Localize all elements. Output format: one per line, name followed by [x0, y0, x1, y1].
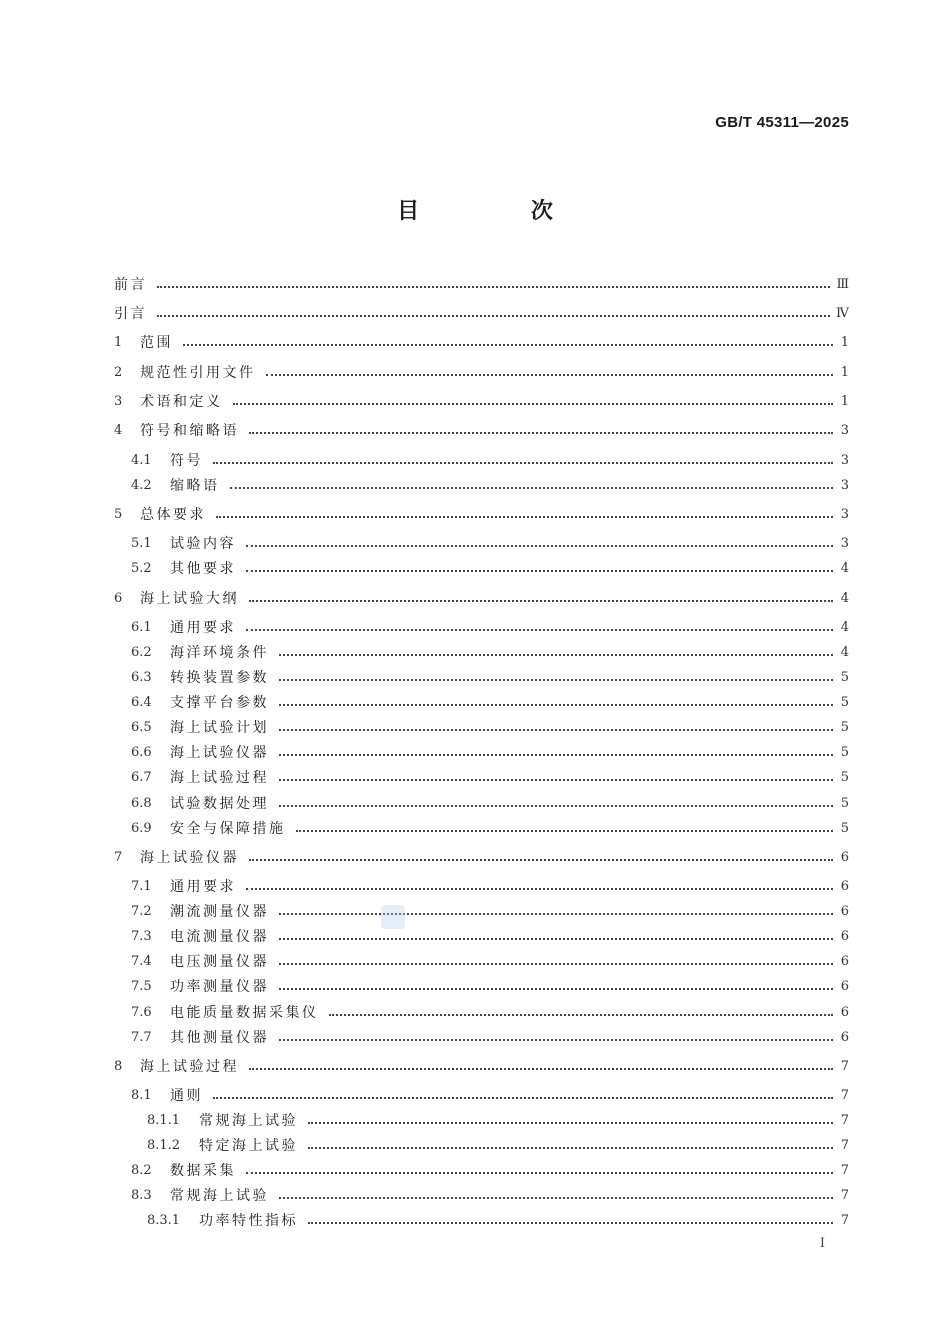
- toc-entry-label: 前言: [114, 277, 147, 293]
- toc-leader-dots: [157, 285, 830, 288]
- toc-leader-dots: [279, 753, 833, 756]
- toc-entry-number: 6.4: [131, 694, 152, 710]
- toc-entry-label: 缩略语: [170, 478, 220, 494]
- toc-entry-page: 6: [840, 978, 849, 994]
- toc-entry-page: 7: [840, 1112, 849, 1128]
- toc-entry-page: 6: [840, 878, 849, 894]
- toc-entry-number: 7.6: [131, 1004, 152, 1020]
- toc-entry-page: Ⅳ: [836, 305, 849, 321]
- toc-entry[interactable]: [114, 900, 849, 922]
- toc-entry[interactable]: [114, 503, 849, 525]
- toc-entry-label: 功率特性指标: [199, 1213, 298, 1229]
- toc-entry-label: 电压测量仪器: [170, 954, 269, 970]
- toc-entry-label: 常规海上试验: [199, 1113, 298, 1129]
- toc-entry-label: 海上试验过程: [170, 770, 269, 786]
- toc-entry[interactable]: [114, 419, 849, 441]
- toc-leader-dots: [233, 402, 834, 405]
- toc-entry-number: 8.1: [131, 1087, 152, 1103]
- toc-leader-dots: [246, 887, 833, 890]
- toc-entry-label: 海上试验大纲: [140, 591, 239, 607]
- toc-entry-number: 3: [114, 393, 123, 409]
- toc-entry-page: 3: [840, 422, 849, 438]
- toc-leader-dots: [266, 373, 834, 376]
- toc-entry[interactable]: [114, 817, 849, 839]
- page-title: 目 次: [397, 199, 605, 224]
- toc-entry-number: 7.2: [131, 903, 152, 919]
- toc-entry-page: Ⅲ: [836, 276, 849, 292]
- toc-leader-dots: [296, 829, 834, 832]
- toc-entry-number: 7: [114, 849, 123, 865]
- toc-entry[interactable]: [114, 1084, 849, 1106]
- toc-entry-page: 5: [840, 694, 849, 710]
- toc-entry-number: 6.9: [131, 820, 152, 836]
- toc-entry[interactable]: [114, 875, 849, 897]
- toc-entry[interactable]: [114, 766, 849, 788]
- toc-entry-label: 通则: [170, 1088, 203, 1104]
- toc-entry[interactable]: [114, 1026, 849, 1048]
- toc-entry-number: 4: [114, 422, 123, 438]
- toc-entry[interactable]: [114, 1055, 849, 1077]
- toc-entry-number: 8.1.2: [147, 1137, 181, 1153]
- toc-entry-page: 4: [840, 619, 849, 635]
- toc-entry-page: 1: [840, 364, 849, 380]
- toc-entry-number: 1: [114, 334, 123, 350]
- toc-leader-dots: [279, 653, 833, 656]
- toc-leader-dots: [230, 486, 834, 489]
- toc-entry-number: 6.2: [131, 644, 152, 660]
- toc-leader-dots: [157, 314, 830, 317]
- toc-entry-label: 海上试验计划: [170, 720, 269, 736]
- toc-entry-page: 6: [840, 1029, 849, 1045]
- toc-entry-number: 8.1.1: [147, 1112, 181, 1128]
- footer-page-number: I: [819, 1236, 825, 1251]
- toc-leader-dots: [308, 1221, 833, 1224]
- toc-entry-page: 1: [840, 393, 849, 409]
- toc-entry-number: 6.5: [131, 719, 152, 735]
- toc-entry-page: 5: [840, 669, 849, 685]
- toc-leader-dots: [279, 937, 833, 940]
- toc-entry-number: 7.7: [131, 1029, 152, 1045]
- toc-entry[interactable]: [114, 1134, 849, 1156]
- toc-entry-page: 3: [840, 452, 849, 468]
- toc-entry[interactable]: [114, 792, 849, 814]
- toc-entry-page: 5: [840, 795, 849, 811]
- toc-entry-page: 7: [840, 1187, 849, 1203]
- toc-leader-dots: [279, 804, 833, 807]
- toc-entry-number: 6.6: [131, 744, 152, 760]
- toc-leader-dots: [246, 1171, 833, 1174]
- toc-entry-number: 6.8: [131, 795, 152, 811]
- toc-entry[interactable]: [114, 1209, 849, 1231]
- toc-entry[interactable]: [114, 1159, 849, 1181]
- toc-entry-number: 7.1: [131, 878, 152, 894]
- toc-entry[interactable]: [114, 449, 849, 471]
- toc-entry-page: 6: [840, 1004, 849, 1020]
- standard-code: GB/T 45311—2025: [715, 114, 849, 131]
- toc-entry-label: 总体要求: [140, 507, 206, 523]
- toc-entry[interactable]: [114, 331, 849, 353]
- toc-entry-number: 6.1: [131, 619, 152, 635]
- toc-entry[interactable]: [114, 1109, 849, 1131]
- toc-entry-label: 数据采集: [170, 1163, 236, 1179]
- toc-entry-page: 1: [840, 334, 849, 350]
- toc-leader-dots: [249, 599, 833, 602]
- toc-entry-label: 范围: [140, 335, 173, 351]
- toc-entry-page: 5: [840, 744, 849, 760]
- toc-entry-label: 规范性引用文件: [140, 365, 256, 381]
- toc-leader-dots: [279, 912, 833, 915]
- toc-entry[interactable]: [114, 557, 849, 579]
- toc-entry-label: 常规海上试验: [170, 1188, 269, 1204]
- toc-leader-dots: [183, 343, 833, 346]
- toc-leader-dots: [279, 1196, 833, 1199]
- toc-entry-page: 4: [840, 560, 849, 576]
- toc-entry-label: 符号和缩略语: [140, 423, 239, 439]
- toc-entry-page: 6: [840, 903, 849, 919]
- toc-entry-page: 7: [840, 1087, 849, 1103]
- toc-leader-dots: [216, 515, 833, 518]
- toc-leader-dots: [246, 544, 833, 547]
- toc-entry[interactable]: [114, 975, 849, 997]
- toc-entry-page: 6: [840, 953, 849, 969]
- toc-entry-number: 4.1: [131, 452, 152, 468]
- toc-entry[interactable]: [114, 390, 849, 412]
- toc-entry-page: 5: [840, 719, 849, 735]
- toc-leader-dots: [246, 628, 833, 631]
- toc-entry[interactable]: [114, 641, 849, 663]
- toc-entry-number: 7.3: [131, 928, 152, 944]
- toc-leader-dots: [249, 431, 833, 434]
- toc-entry-page: 6: [840, 849, 849, 865]
- toc-leader-dots: [279, 678, 833, 681]
- toc-entry-label: 海洋环境条件: [170, 645, 269, 661]
- toc-entry-page: 7: [840, 1212, 849, 1228]
- toc-entry[interactable]: [114, 474, 849, 496]
- toc-entry-label: 功率测量仪器: [170, 979, 269, 995]
- toc-entry-number: 6.7: [131, 769, 152, 785]
- toc-entry-number: 5.2: [131, 560, 152, 576]
- toc-entry-page: 3: [840, 506, 849, 522]
- toc-entry-label: 潮流测量仪器: [170, 904, 269, 920]
- toc-entry-label: 其他要求: [170, 561, 236, 577]
- toc-entry-page: 7: [840, 1137, 849, 1153]
- toc-entry-label: 通用要求: [170, 620, 236, 636]
- selection-highlight: [381, 905, 405, 929]
- toc-entry-label: 海上试验仪器: [140, 850, 239, 866]
- toc-entry[interactable]: [114, 691, 849, 713]
- toc-entry[interactable]: [114, 925, 849, 947]
- toc-entry-page: 7: [840, 1058, 849, 1074]
- toc-leader-dots: [279, 728, 833, 731]
- toc-entry[interactable]: [114, 273, 849, 295]
- toc-leader-dots: [279, 703, 833, 706]
- toc-leader-dots: [279, 778, 833, 781]
- toc-entry-label: 符号: [170, 453, 203, 469]
- toc-entry[interactable]: [114, 741, 849, 763]
- toc-leader-dots: [213, 1096, 833, 1099]
- toc-entry-label: 海上试验仪器: [170, 745, 269, 761]
- toc-entry-page: 5: [840, 820, 849, 836]
- toc-entry-label: 安全与保障措施: [170, 821, 286, 837]
- toc-entry-number: 7.4: [131, 953, 152, 969]
- toc-entry-label: 试验内容: [170, 536, 236, 552]
- toc-entry-label: 其他测量仪器: [170, 1030, 269, 1046]
- toc-entry[interactable]: [114, 1184, 849, 1206]
- toc-entry-label: 特定海上试验: [199, 1138, 298, 1154]
- toc-entry-number: 8.3.1: [147, 1212, 181, 1228]
- toc-entry[interactable]: [114, 846, 849, 868]
- toc-leader-dots: [308, 1146, 833, 1149]
- toc-leader-dots: [279, 1038, 833, 1041]
- toc-entry-number: 2: [114, 364, 123, 380]
- toc-entry[interactable]: [114, 950, 849, 972]
- toc-entry[interactable]: [114, 716, 849, 738]
- toc-entry-label: 引言: [114, 306, 147, 322]
- toc-leader-dots: [249, 1067, 833, 1070]
- toc-entry[interactable]: [114, 302, 849, 324]
- toc-leader-dots: [279, 987, 833, 990]
- toc-leader-dots: [246, 569, 833, 572]
- toc-entry-label: 术语和定义: [140, 394, 223, 410]
- toc-entry-label: 电流测量仪器: [170, 929, 269, 945]
- toc-entry-label: 电能质量数据采集仪: [170, 1005, 319, 1021]
- toc-entry[interactable]: [114, 666, 849, 688]
- toc-leader-dots: [279, 962, 833, 965]
- toc-entry-number: 5.1: [131, 535, 152, 551]
- toc-entry-number: 4.2: [131, 477, 152, 493]
- toc-entry[interactable]: [114, 1001, 849, 1023]
- toc-entry[interactable]: [114, 532, 849, 554]
- toc-entry-number: 5: [114, 506, 123, 522]
- toc-leader-dots: [213, 461, 833, 464]
- toc-entry-number: 8.3: [131, 1187, 152, 1203]
- toc-entry-number: 7.5: [131, 978, 152, 994]
- toc-leader-dots: [249, 858, 833, 861]
- toc-entry-page: 3: [840, 535, 849, 551]
- toc-entry-number: 8: [114, 1058, 123, 1074]
- toc-leader-dots: [329, 1013, 834, 1016]
- toc-entry-label: 试验数据处理: [170, 796, 269, 812]
- toc-leader-dots: [308, 1121, 833, 1124]
- toc-entry-label: 转换装置参数: [170, 670, 269, 686]
- toc-entry-number: 6: [114, 590, 123, 606]
- toc-entry-page: 5: [840, 769, 849, 785]
- toc-entry[interactable]: [114, 361, 849, 383]
- toc-entry-label: 海上试验过程: [140, 1059, 239, 1075]
- toc-entry-page: 3: [840, 477, 849, 493]
- toc-entry-number: 6.3: [131, 669, 152, 685]
- toc-entry-label: 通用要求: [170, 879, 236, 895]
- toc-entry-page: 4: [840, 644, 849, 660]
- toc-entry[interactable]: [114, 616, 849, 638]
- toc-entry-page: 4: [840, 590, 849, 606]
- toc-entry-page: 6: [840, 928, 849, 944]
- toc-entry-number: 8.2: [131, 1162, 152, 1178]
- toc-entry-page: 7: [840, 1162, 849, 1178]
- toc-entry-label: 支撑平台参数: [170, 695, 269, 711]
- toc-entry[interactable]: [114, 587, 849, 609]
